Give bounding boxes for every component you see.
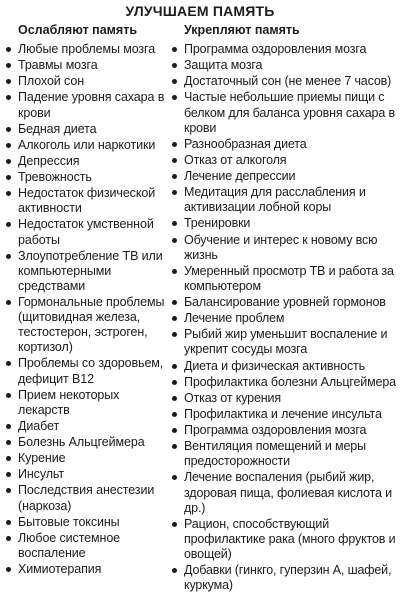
bullet-icon: [6, 472, 11, 477]
bullet-icon: [172, 380, 177, 385]
strengthen-memory-item-text: Лечение проблем: [184, 311, 285, 326]
bullet-icon: [172, 95, 177, 100]
weaken-memory-item-text: Гормональные проблемы (щитовидная железа, тестостерон, эстроген, кортизол): [18, 295, 165, 355]
bullet-icon: [6, 47, 11, 52]
weaken-memory-item-text: Любые проблемы мозга: [18, 42, 156, 56]
weaken-memory-item: [6, 451, 174, 466]
weaken-memory-item-text: Последствия анестезии (наркоза): [18, 483, 155, 513]
weaken-memory-item-text: Недостаток умственной работы: [18, 217, 154, 247]
weaken-memory-item-text: Бытовые токсины: [18, 514, 120, 529]
bullet-icon: [172, 316, 177, 321]
bullet-icon: [172, 412, 177, 417]
strengthen-memory-item: [172, 216, 398, 231]
weaken-memory-item-text: Химиотерапия: [18, 562, 102, 577]
bullet-icon: [6, 254, 11, 259]
weaken-memory-item-text: Болезнь Альцгеймера: [18, 435, 145, 450]
bullet-icon: [6, 520, 11, 525]
strengthen-memory-item: [172, 58, 398, 73]
strengthen-memory-item-text: Балансирование уровней гормонов: [184, 295, 386, 310]
weaken-memory-item-text: Недостаток физической активности: [18, 186, 156, 216]
strengthen-memory-item: [172, 563, 398, 593]
strengthen-memory-item-text: Отказ от алкоголя: [184, 152, 287, 167]
bullet-icon: [172, 238, 177, 243]
weaken-memory-item-text: Бедная диета: [18, 121, 97, 136]
strengthen-memory-item: [172, 407, 398, 422]
weaken-memory-item: [6, 467, 174, 482]
weaken-memory-item-text: Плохой сон: [18, 74, 84, 89]
bullet-icon: [172, 174, 177, 179]
strengthen-memory-item-text: Рацион, способствующий профилактике рака (много фруктов и овощей): [184, 516, 396, 561]
strengthen-memory-item-text: Разнообразная диета: [184, 136, 307, 151]
weaken-memory-item-text: Депрессия: [18, 153, 80, 168]
bullet-icon: [172, 568, 177, 573]
strengthen-memory-item-text: Рыбий жир уменьшит воспаление и укрепит сосуды мозга: [184, 327, 388, 357]
strengthen-memory-item-text: Медитация для расслабления и активизации лобной коры: [184, 185, 366, 215]
weaken-memory-item-text: Диабет: [18, 418, 60, 433]
strengthen-memory-item: [172, 327, 398, 357]
weaken-memory-item-text: Падение уровня сахара в крови: [18, 90, 165, 120]
bullet-icon: [172, 396, 177, 401]
bullet-icon: [172, 364, 177, 369]
bullet-icon: [172, 444, 177, 449]
weaken-memory-item: [6, 122, 174, 137]
strengthen-memory-item-text: Программа оздоровления мозга: [184, 423, 367, 438]
strengthen-memory-item: [172, 359, 398, 374]
weaken-memory-item-text: Прием некоторых лекарств: [18, 387, 120, 417]
bullet-icon: [172, 332, 177, 337]
weaken-memory-item: [6, 356, 174, 386]
weaken-memory-item-text: Инсульт: [18, 467, 64, 482]
weaken-memory-item-text: Курение: [18, 451, 66, 466]
weaken-memory-list: [6, 42, 174, 577]
bullet-icon: [6, 424, 11, 429]
bullet-icon: [172, 221, 177, 226]
bullet-icon: [172, 300, 177, 305]
strengthen-memory-item: [172, 233, 398, 263]
strengthen-memory-item-text: Вентиляция помещений и меры предосторожности: [184, 439, 366, 469]
strengthen-memory-item-text: Программа оздоровления мозга: [184, 42, 367, 56]
strengthen-memory-item: [172, 153, 398, 168]
strengthen-memory-item: [172, 470, 398, 515]
bullet-icon: [172, 158, 177, 163]
strengthen-memory-list: [172, 42, 398, 593]
strengthen-memory-item: [172, 295, 398, 310]
strengthen-memory-item: [172, 90, 398, 135]
bullet-icon: [6, 393, 11, 398]
bullet-icon: [172, 269, 177, 274]
strengthen-memory-item-text: Достаточный сон (не менее 7 часов): [184, 74, 392, 89]
bullet-icon: [6, 63, 11, 68]
bullet-icon: [172, 63, 177, 68]
strengthen-memory-item-text: Лечение воспаления (рыбий жир, здоровая пища, фолиевая кислота и др.): [184, 470, 392, 515]
bullet-icon: [172, 47, 177, 52]
strengthen-memory-item: [172, 74, 398, 89]
bullet-icon: [6, 143, 11, 148]
strengthen-memory-item: [172, 185, 398, 215]
strengthen-memory-item: [172, 311, 398, 326]
strengthen-memory-heading: Укрепляют память: [184, 23, 300, 37]
weaken-memory-item: [6, 138, 174, 153]
strengthen-memory-item-text: Добавки (гинкго, гуперзин А, шафей, куркума): [184, 563, 392, 593]
bullet-icon: [6, 159, 11, 164]
bullet-icon: [6, 79, 11, 84]
bullet-icon: [6, 361, 11, 366]
strengthen-memory-item: [172, 439, 398, 469]
weaken-memory-item-text: Тревожность: [18, 170, 92, 185]
bullet-icon: [6, 536, 11, 541]
weaken-memory-item: [6, 435, 174, 450]
bullet-icon: [6, 440, 11, 445]
strengthen-memory-item: [172, 169, 398, 184]
weaken-memory-item: [6, 419, 174, 434]
page-title: УЛУЧШАЕМ ПАМЯТЬ: [125, 3, 275, 19]
bullet-icon: [6, 300, 11, 305]
strengthen-memory-item: [172, 375, 398, 390]
weaken-memory-item: [6, 170, 174, 185]
weaken-memory-item: [6, 90, 174, 120]
weaken-memory-item: [6, 562, 174, 577]
strengthen-memory-item-text: Профилактика болезни Альцгеймера: [184, 374, 396, 389]
bullet-icon: [172, 475, 177, 480]
weaken-memory-item: [6, 74, 174, 89]
weaken-memory-item: [6, 483, 174, 513]
weaken-memory-item: [6, 217, 174, 247]
bullet-icon: [6, 488, 11, 493]
strengthen-memory-item-text: Профилактика и лечение инсульта: [184, 406, 382, 421]
bullet-icon: [172, 190, 177, 195]
bullet-icon: [172, 428, 177, 433]
strengthen-memory-item-text: Умеренный просмотр ТВ и работа за компьютером: [184, 263, 394, 293]
strengthen-memory-item: [172, 391, 398, 406]
weaken-memory-item: [6, 42, 174, 57]
strengthen-memory-item-text: Диета и физическая активность: [184, 358, 365, 373]
weaken-memory-heading: Ослабляют память: [18, 23, 138, 37]
bullet-icon: [172, 522, 177, 527]
strengthen-memory-item-text: Частые небольшие приемы пищи с белком для баланса уровня сахара в крови: [184, 90, 395, 135]
strengthen-memory-item: [172, 517, 398, 562]
strengthen-memory-item-text: Тренировки: [184, 216, 251, 231]
strengthen-memory-item: [172, 137, 398, 152]
strengthen-memory-column: [172, 22, 398, 594]
strengthen-memory-item-text: Обучение и интерес к новому всю жизнь: [184, 232, 378, 262]
weaken-memory-item: [6, 531, 174, 561]
strengthen-memory-item: [172, 42, 398, 57]
bullet-icon: [6, 175, 11, 180]
strengthen-memory-item-text: Защита мозга: [184, 58, 263, 73]
bullet-icon: [6, 127, 11, 132]
weaken-memory-item: [6, 515, 174, 530]
weaken-memory-item: [6, 388, 174, 418]
weaken-memory-item: [6, 249, 174, 294]
weaken-memory-item-text: Алкоголь или наркотики: [18, 137, 156, 152]
bullet-icon: [6, 456, 11, 461]
weaken-memory-item: [6, 154, 174, 169]
weaken-memory-item: [6, 295, 174, 355]
weaken-memory-item-text: Проблемы со здоровьем, дефицит В12: [18, 356, 164, 386]
weaken-memory-item: [6, 58, 174, 73]
weaken-memory-item-text: Злоупотребление ТВ или компьютерными средствами: [18, 248, 163, 293]
bullet-icon: [6, 191, 11, 196]
bullet-icon: [6, 567, 11, 572]
bullet-icon: [172, 79, 177, 84]
weaken-memory-item: [6, 186, 174, 216]
weaken-memory-column: [6, 22, 174, 578]
strengthen-memory-item: [172, 423, 398, 438]
weaken-memory-item-text: Травмы мозга: [18, 58, 98, 73]
strengthen-memory-item: [172, 264, 398, 294]
strengthen-memory-item-text: Отказ от курения: [184, 390, 281, 405]
weaken-memory-item-text: Любое системное воспаление: [18, 530, 121, 560]
bullet-icon: [6, 95, 11, 100]
bullet-icon: [6, 222, 11, 227]
bullet-icon: [172, 142, 177, 147]
strengthen-memory-item-text: Лечение депрессии: [184, 169, 296, 184]
